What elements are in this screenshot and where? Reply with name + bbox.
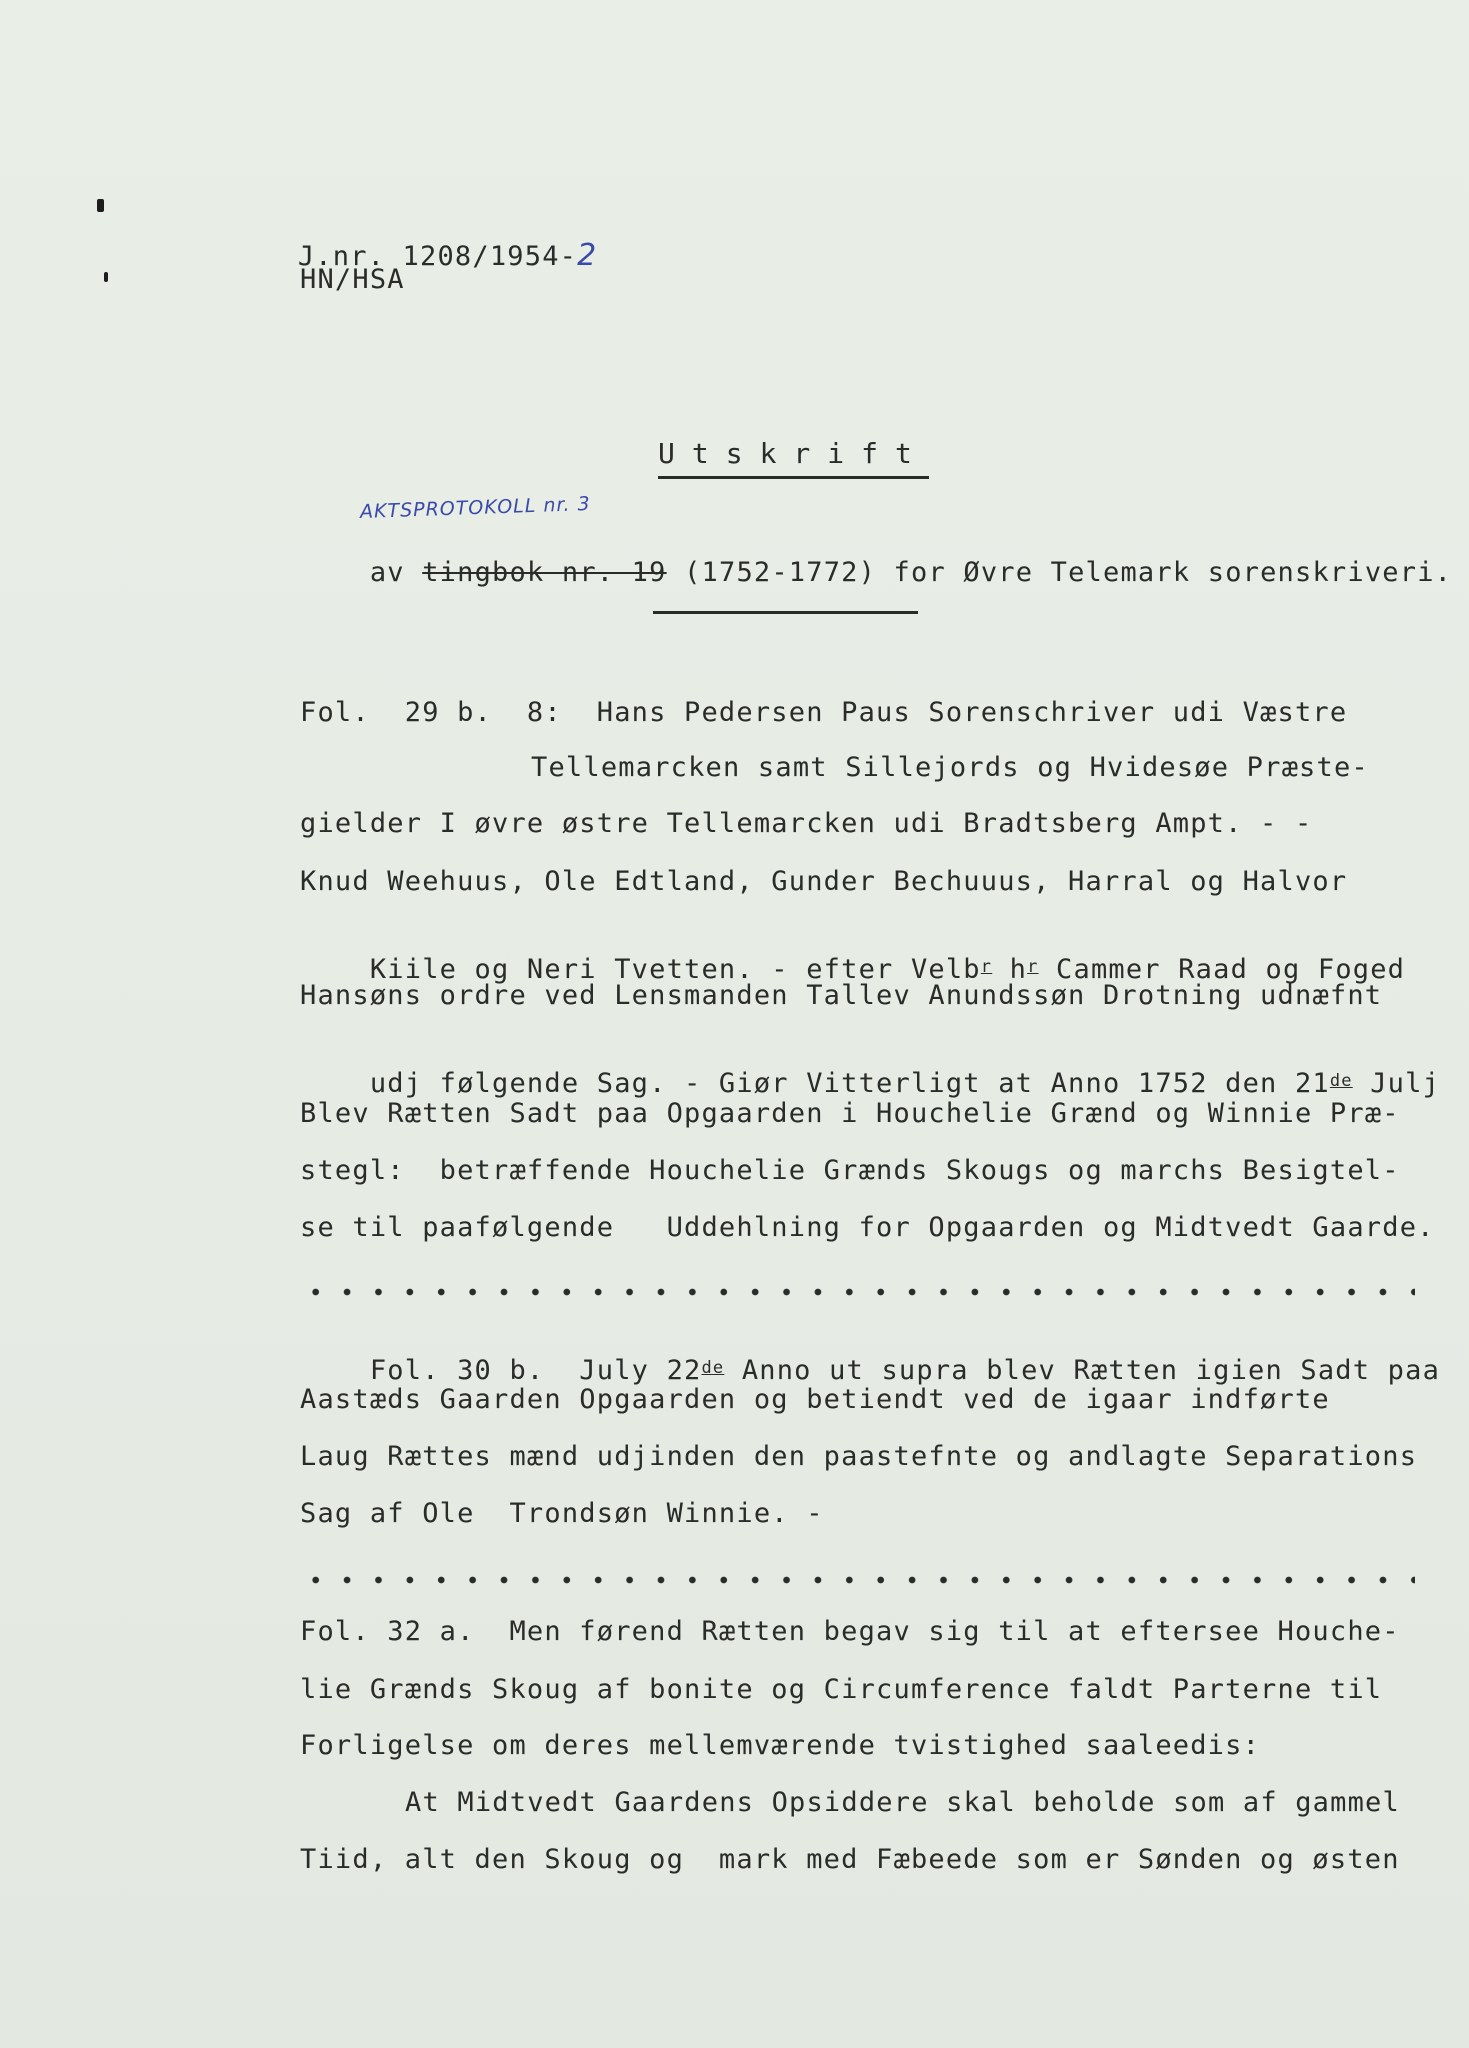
- dotted-separator: [300, 1287, 1415, 1297]
- body-line: At Midtvedt Gaardens Opsiddere skal beholde som af gammel: [405, 1787, 1400, 1818]
- body-line: Tiid, alt den Skoug og mark med Fæbeede som er Sønden og østen: [300, 1844, 1400, 1875]
- body-line: Fol. 29 b. 8: Hans Pedersen Paus Sorenschriver udi Væstre: [300, 697, 1348, 728]
- body-line: Forligelse om deres mellemværende tvistighed saaleedis:: [300, 1730, 1261, 1761]
- body-line: Laug Rættes mænd udjinden den paastefnte og andlagte Separations: [300, 1441, 1418, 1472]
- body-line: gielder I øvre østre Tellemarcken udi Bradtsberg Ampt. - -: [300, 808, 1313, 839]
- dotted-separator: [300, 1575, 1415, 1585]
- page-title: Utskrift: [658, 437, 929, 479]
- journal-number: J.nr. 1208/1954-2: [297, 238, 598, 273]
- body-line-with-superscripts: Kiile og Neri Tvetten. - efter Velb$^r$ $h^r$ Cammer Raad og Foged: [369, 954, 1406, 985]
- body-line: Hansøns ordre ved Lensmanden Tallev Anundssøn Drotning udnæfnt: [300, 980, 1383, 1011]
- superscript: r: [1027, 957, 1039, 977]
- body-line: Sag af Ole Trondsøn Winnie. -: [300, 1498, 824, 1529]
- body-line: se til paafølgende Uddehlning for Opgaarden og Midtvedt Gaarde.: [300, 1212, 1435, 1243]
- divider-rule: [653, 611, 918, 614]
- body-line-with-superscripts: udj følgende Sag. - Giør Vitterligt at Anno 1752 den 21de Julj: [369, 1068, 1441, 1099]
- body-line: Fol. 32 a. Men førend Rætten begav sig til at eftersee Houche-: [300, 1616, 1400, 1647]
- superscript: de: [701, 1358, 725, 1378]
- struck-text: tingbok nr. 19: [422, 557, 667, 588]
- margin-mark: [104, 272, 108, 282]
- margin-mark: [97, 199, 104, 212]
- body-line: Blev Rætten Sadt paa Opgaarden i Houchelie Grænd og Winnie Præ-: [300, 1098, 1400, 1129]
- handwritten-number: 2: [577, 238, 598, 273]
- superscript: r: [980, 957, 993, 977]
- body-line: Aastæds Gaarden Opgaarden og betiendt ved de igaar indførte: [300, 1384, 1330, 1415]
- body-line: stegl: betræffende Houchelie Grænds Skougs og marchs Besigtel-: [300, 1155, 1400, 1186]
- body-line: Tellemarcken samt Sillejords og Hvidesøe Præste-: [531, 752, 1369, 783]
- superscript: de: [1329, 1071, 1353, 1091]
- subtitle: av tingbok nr. 19 (1752-1772) for Øvre Telemark sorenskriveri.: [369, 557, 1453, 588]
- initials: HN/HSA: [300, 264, 405, 295]
- body-line: Knud Weehuus, Ole Edtland, Gunder Bechuuus, Harral og Halvor: [300, 866, 1348, 897]
- body-line-with-superscripts: Fol. 30 b. July 22de Anno ut supra blev Rætten igien Sadt paa: [369, 1355, 1441, 1386]
- body-line: lie Grænds Skoug af bonite og Circumference faldt Parterne til: [300, 1674, 1383, 1705]
- handwritten-annotation: AKTSPROTOKOLL nr. 3: [359, 492, 592, 524]
